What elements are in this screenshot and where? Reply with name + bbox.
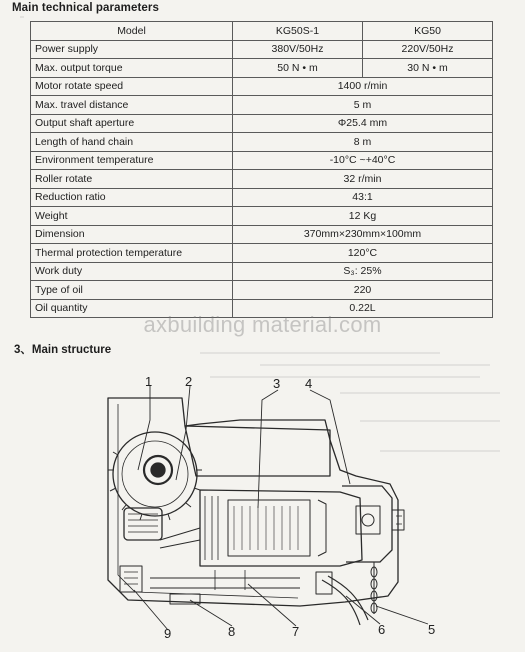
param-label: Thermal protection temperature	[31, 244, 233, 263]
param-value: 12 Kg	[233, 207, 493, 226]
param-value: 120°C	[233, 244, 493, 263]
value-kg50: 220V/50Hz	[363, 40, 493, 59]
callout-4: 4	[305, 376, 313, 391]
param-value: 8 m	[233, 133, 493, 152]
param-label: Environment temperature	[31, 151, 233, 170]
param-label: Dimension	[31, 225, 233, 244]
param-label: Reduction ratio	[31, 188, 233, 207]
callout-7: 7	[292, 624, 300, 639]
value-kg50s1: 380V/50Hz	[233, 40, 363, 59]
param-label: Motor rotate speed	[31, 77, 233, 96]
param-value: 32 r/min	[233, 170, 493, 189]
callout-2: 2	[185, 374, 193, 389]
param-label: Power supply	[31, 40, 233, 59]
callout-5: 5	[428, 622, 436, 637]
header-model-label: Model	[31, 22, 233, 41]
param-label: Output shaft aperture	[31, 114, 233, 133]
param-value: S₃: 25%	[233, 262, 493, 281]
housing-outline	[108, 398, 398, 606]
param-label: Type of oil	[31, 281, 233, 300]
param-label: Oil quantity	[31, 299, 233, 318]
value-kg50s1: 50 N • m	[233, 59, 363, 78]
param-value: 1400 r/min	[233, 77, 493, 96]
section-title-technical-parameters: Main technical parameters	[12, 2, 159, 14]
pinion-gear	[124, 508, 162, 540]
param-label: Weight	[31, 207, 233, 226]
callout-8: 8	[228, 624, 236, 639]
gearbox-block	[185, 426, 330, 476]
callout-6: 6	[378, 622, 386, 637]
callout-1: 1	[145, 374, 153, 389]
param-label: Max. output torque	[31, 59, 233, 78]
callout-3: 3	[273, 376, 281, 391]
brake-assembly	[342, 486, 392, 562]
value-kg50: 30 N • m	[363, 59, 493, 78]
param-label: Roller rotate	[31, 170, 233, 189]
param-label: Work duty	[31, 262, 233, 281]
param-value: 5 m	[233, 96, 493, 115]
section-title-main-structure: 3、Main structure	[14, 344, 112, 356]
param-value: -10°C ~+40°C	[233, 151, 493, 170]
param-label: Max. travel distance	[31, 96, 233, 115]
motor-body	[200, 490, 362, 566]
param-value: 370mm×230mm×100mm	[233, 225, 493, 244]
watermark-text: axbuilding material.com	[143, 312, 382, 337]
param-value: 0.22L	[233, 299, 493, 318]
header-model-kg50: KG50	[363, 22, 493, 41]
param-value: Φ25.4 mm	[233, 114, 493, 133]
param-value: 43:1	[233, 188, 493, 207]
header-model-kg50s1: KG50S-1	[233, 22, 363, 41]
param-label: Length of hand chain	[31, 133, 233, 152]
param-value: 220	[233, 281, 493, 300]
callout-9: 9	[164, 626, 172, 641]
